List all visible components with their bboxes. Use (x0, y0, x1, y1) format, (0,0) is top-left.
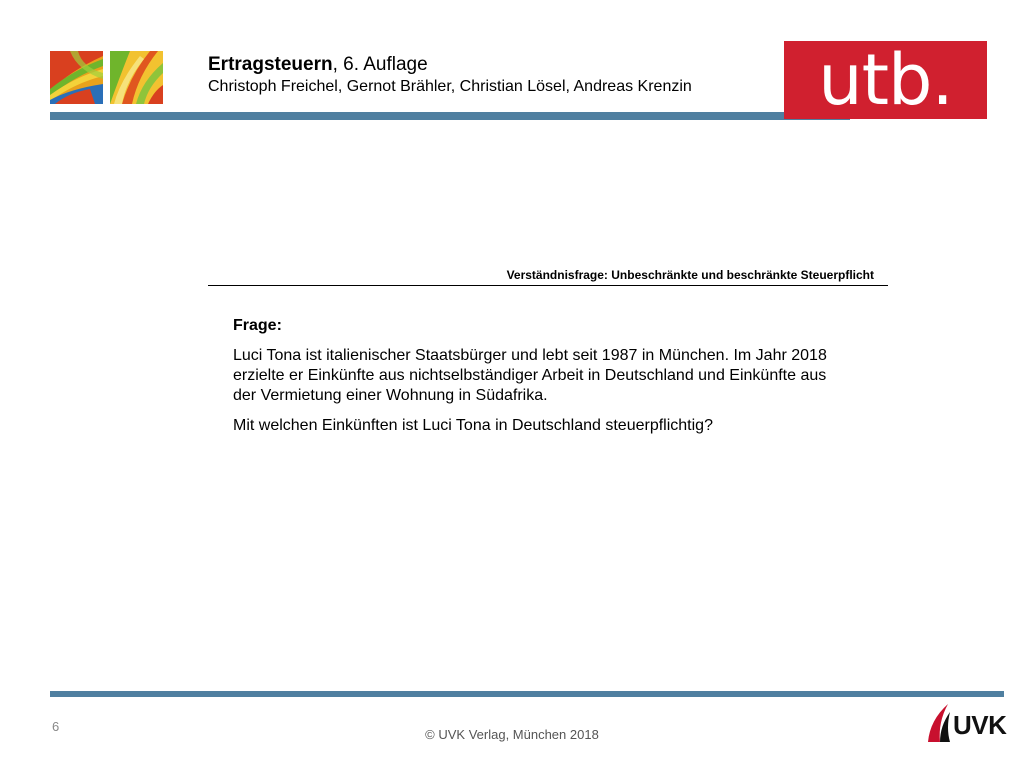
uvk-logo-text: UVK (953, 710, 1007, 740)
section-divider (208, 285, 888, 286)
uvk-logo (926, 702, 1006, 744)
cover-thumbnail-2 (110, 51, 163, 104)
book-title-edition: , 6. Auflage (332, 54, 428, 75)
abstract-painting-thumbnail-icon (50, 51, 103, 104)
sail-icon (926, 702, 956, 744)
page-number: 6 (52, 719, 60, 734)
question-paragraph-2: Mit welchen Einkünften ist Luci Tona in Deutschland steuerpflichtig? (233, 417, 713, 434)
section-heading: Verständnisfrage: Unbeschränkte und beschränkte Steuerpflicht (506, 268, 874, 282)
question-paragraph-1: Luci Tona ist italienischer Staatsbürger und lebt seit 1987 in München. Im Jahr 2018 erzielte er Einkünfte aus nichtselbständiger Arbeit in Deutschland und Einkünfte aus der Vermietung einer Wohnung in Südafrika. (233, 347, 827, 404)
question-block (233, 316, 853, 446)
book-title-bold: Ertragsteuern (208, 54, 333, 75)
copyright-notice: © UVK Verlag, München 2018 (425, 727, 599, 742)
book-title (208, 54, 428, 76)
abstract-painting-thumbnail-icon (110, 51, 163, 104)
utb-logo: utb. (784, 41, 987, 119)
footer-divider (50, 691, 1004, 697)
header-divider (50, 112, 850, 120)
question-label: Frage: (233, 317, 282, 334)
book-authors: Christoph Freichel, Gernot Brähler, Christian Lösel, Andreas Krenzin (208, 78, 692, 95)
cover-thumbnail-1 (50, 51, 103, 104)
